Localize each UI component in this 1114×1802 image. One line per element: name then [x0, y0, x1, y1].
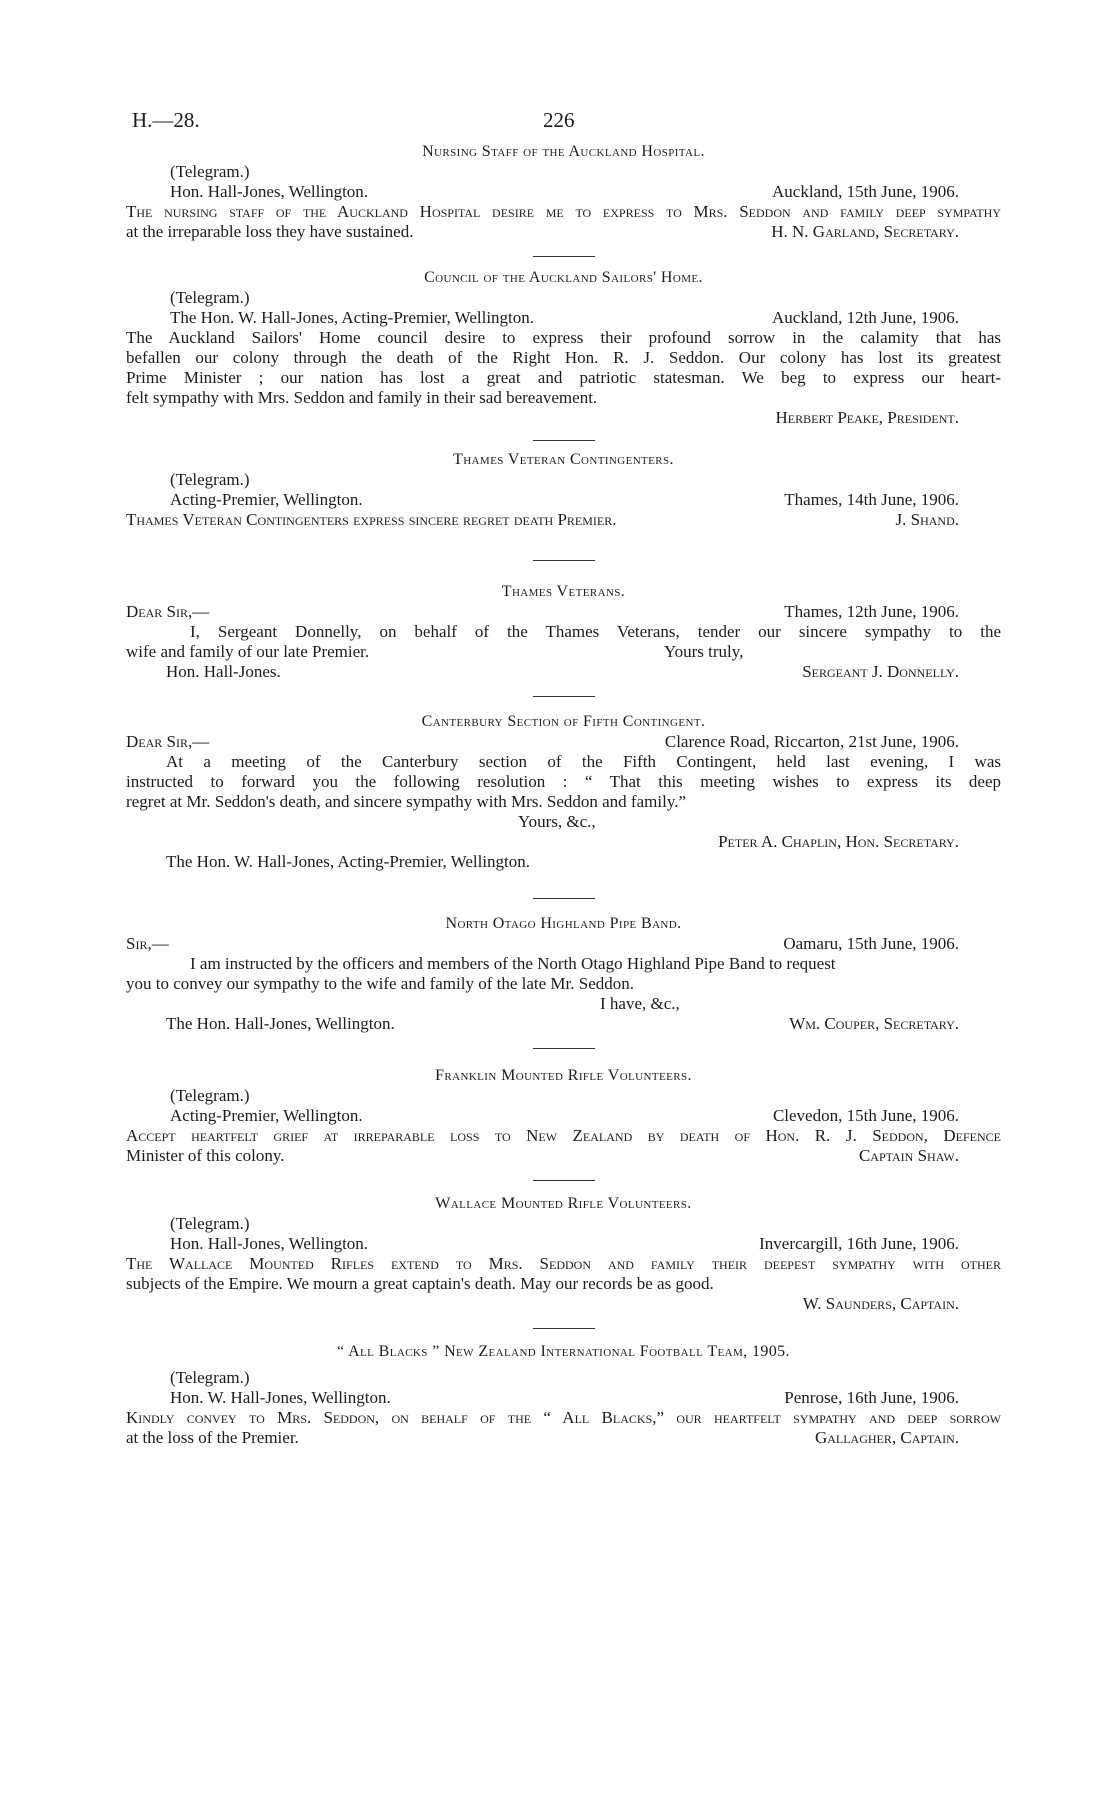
address-line: [126, 1234, 1001, 1254]
closing-line: [126, 812, 1001, 832]
dateline: Clarence Road, Riccarton, 21st June, 1906.: [664, 732, 959, 751]
telegram-label: (Telegram.): [170, 288, 250, 307]
body-text: Thames Veteran Contingenters express sincere regret death Premier.: [126, 510, 617, 529]
body-line: Accept heartfelt grief at irreparable loss to New Zealand by death of Hon. R. J. Seddon, Defence: [126, 1126, 1001, 1145]
section-divider: [533, 1180, 595, 1181]
section-thames-veterans: [126, 582, 1001, 711]
dateline: Invercargill, 16th June, 1906.: [759, 1234, 959, 1253]
addressee: Hon. Hall-Jones, Wellington.: [170, 182, 369, 201]
section-title: North Otago Highland Pipe Band.: [445, 915, 682, 932]
salutation: Dear Sir,—: [126, 732, 210, 751]
signature-line: [126, 1294, 1001, 1314]
body-line-with-signature: [126, 1146, 1001, 1166]
addressee-line: [126, 1014, 1001, 1034]
closing: I have, &c.,: [600, 994, 680, 1013]
body-line-with-closing: [126, 642, 1001, 662]
section-divider: [533, 560, 595, 561]
addressee: Hon. W. Hall-Jones, Wellington.: [170, 1388, 391, 1407]
addressee: The Hon. W. Hall-Jones, Acting-Premier, Wellington.: [170, 308, 535, 327]
section-divider: [533, 898, 595, 899]
signature: Peter A. Chaplin, Hon. Secretary.: [718, 832, 959, 851]
signature: Wm. Couper, Secretary.: [789, 1014, 959, 1033]
closing-line: [126, 994, 1001, 1014]
section-divider: [533, 1328, 595, 1329]
telegram-label: (Telegram.): [170, 162, 250, 181]
body-text: at the loss of the Premier.: [126, 1428, 299, 1447]
section-title: Franklin Mounted Rifle Volunteers.: [435, 1067, 692, 1084]
body-line: Prime Minister ; our nation has lost a great and patriotic statesman. We beg to express our heart-: [126, 368, 1001, 387]
telegram-label: (Telegram.): [170, 1214, 250, 1233]
section-pipe-band: [126, 914, 1001, 1063]
section-divider: [533, 256, 595, 257]
addressee: Acting-Premier, Wellington.: [170, 490, 363, 509]
section-title: Nursing Staff of the Auckland Hospital.: [422, 143, 705, 160]
body-text: at the irreparable loss they have sustained.: [126, 222, 414, 241]
telegram-label: (Telegram.): [170, 1368, 250, 1387]
signature: Gallagher, Captain.: [814, 1428, 959, 1447]
body-text: Minister of this colony.: [126, 1146, 285, 1165]
closing: Yours, &c.,: [518, 812, 596, 831]
addressee: Hon. Hall-Jones, Wellington.: [170, 1234, 369, 1253]
section-divider: [533, 696, 595, 697]
signature-line: [126, 832, 1001, 852]
dateline: Thames, 14th June, 1906.: [784, 490, 959, 509]
body-line: felt sympathy with Mrs. Seddon and family in their sad bereavement.: [126, 388, 598, 407]
body-line: regret at Mr. Seddon's death, and sincere sympathy with Mrs. Seddon and family.”: [126, 792, 687, 811]
addressee-line: [126, 662, 1001, 682]
section-divider: [533, 440, 595, 441]
signature: Captain Shaw.: [858, 1146, 959, 1165]
dateline: Thames, 12th June, 1906.: [784, 602, 959, 621]
body-line: instructed to forward you the following resolution : “ That this meeting wishes to express its deep: [126, 772, 1001, 791]
body-line: At a meeting of the Canterbury section of the Fifth Contingent, held last evening, I was: [166, 752, 1001, 771]
addressee: Acting-Premier, Wellington.: [170, 1106, 363, 1125]
address-line: [126, 182, 1001, 202]
salutation: Dear Sir,—: [126, 602, 210, 621]
body-line: The nursing staff of the Auckland Hospital desire me to express to Mrs. Seddon and family deep sympathy: [126, 202, 1001, 221]
section-sailors-home: [126, 268, 1001, 455]
body-line: I, Sergeant Donnelly, on behalf of the Thames Veterans, tender our sincere sympathy to the: [190, 622, 1001, 641]
addressee: The Hon. Hall-Jones, Wellington.: [166, 1014, 395, 1033]
section-title: Thames Veterans.: [501, 583, 626, 600]
signature: Sergeant J. Donnelly.: [802, 662, 959, 681]
telegram-label: (Telegram.): [170, 470, 250, 489]
signature: Herbert Peake, President.: [775, 408, 959, 427]
section-divider: [533, 1048, 595, 1049]
salutation-line: [126, 732, 1001, 752]
body-line: you to convey our sympathy to the wife and family of the late Mr. Seddon.: [126, 974, 635, 993]
addressee: Hon. Hall-Jones.: [166, 662, 281, 681]
address-line: [126, 1106, 1001, 1126]
signature: W. Saunders, Captain.: [802, 1294, 959, 1313]
section-franklin-rifles: [126, 1066, 1001, 1195]
address-line: [126, 490, 1001, 510]
salutation: Sir,—: [126, 934, 169, 953]
section-canterbury-contingent: [126, 712, 1001, 913]
address-line: [126, 1388, 1001, 1408]
section-thames-contingenters: [126, 450, 1001, 575]
addressee: The Hon. W. Hall-Jones, Acting-Premier, Wellington.: [166, 852, 531, 871]
body-line: subjects of the Empire. We mourn a great captain's death. May our records be as good.: [126, 1274, 714, 1293]
section-nursing-staff: [126, 142, 1001, 271]
section-title: Council of the Auckland Sailors' Home.: [424, 269, 703, 286]
dateline: Penrose, 16th June, 1906.: [784, 1388, 959, 1407]
body-line: The Auckland Sailors' Home council desire to express their profound sorrow in the calamity that has: [126, 328, 1001, 347]
body-line: I am instructed by the officers and members of the North Otago Highland Pipe Band to request: [190, 954, 836, 973]
signature: J. Shand.: [895, 510, 959, 529]
dateline: Auckland, 15th June, 1906.: [772, 182, 959, 201]
salutation-line: [126, 934, 1001, 954]
telegram-label: (Telegram.): [170, 1086, 250, 1105]
address-line: [126, 308, 1001, 328]
page-number: 226: [543, 108, 575, 132]
body-line: The Wallace Mounted Rifles extend to Mrs. Seddon and family their deepest sympathy with other: [126, 1254, 1001, 1273]
body-line-with-signature: [126, 510, 1001, 530]
dateline: Clevedon, 15th June, 1906.: [772, 1106, 959, 1125]
body-line-with-signature: [126, 1428, 1001, 1448]
document-reference: H.—28.: [132, 108, 200, 132]
body-line: befallen our colony through the death of the Right Hon. R. J. Seddon. Our colony has lost its greatest: [126, 348, 1001, 367]
dateline: Oamaru, 15th June, 1906.: [783, 934, 959, 953]
section-title: Thames Veteran Contingenters.: [453, 451, 674, 468]
salutation-line: [126, 602, 1001, 622]
signature-line: [126, 408, 1001, 428]
signature: H. N. Garland, Secretary.: [771, 222, 959, 241]
section-title: Canterbury Section of Fifth Contingent.: [421, 713, 706, 730]
section-title: “ All Blacks ” New Zealand International Football Team, 1905.: [337, 1343, 790, 1360]
section-title: Wallace Mounted Rifle Volunteers.: [435, 1195, 692, 1212]
body-line-with-signature: [126, 222, 1001, 242]
section-wallace-rifles: [126, 1194, 1001, 1343]
section-all-blacks: [126, 1342, 1001, 1448]
closing: Yours truly,: [664, 642, 744, 661]
body-line: Kindly convey to Mrs. Seddon, on behalf of the “ All Blacks,” our heartfelt sympathy and deep sorrow: [126, 1408, 1001, 1427]
body-text: wife and family of our late Premier.: [126, 642, 370, 661]
dateline: Auckland, 12th June, 1906.: [772, 308, 959, 327]
